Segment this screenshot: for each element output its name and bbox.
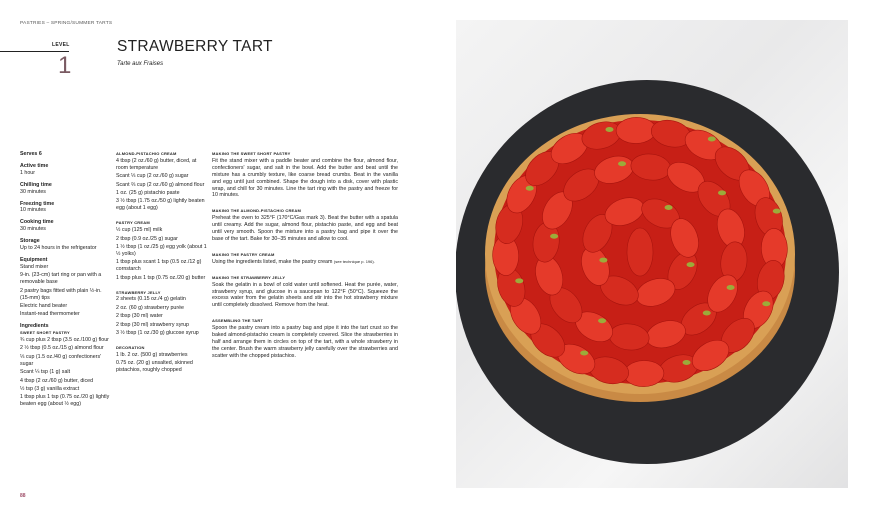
pistachio xyxy=(703,310,711,315)
info-value: 10 minutes xyxy=(20,207,46,214)
ingredient-item: 1 ½ tbsp (1 oz./25 g) egg yolk (about 1 ½ yolks) xyxy=(116,243,207,257)
info-item xyxy=(20,219,110,233)
level-label: LEVEL xyxy=(52,42,70,48)
pistachio xyxy=(773,209,781,214)
pistachio xyxy=(515,278,523,283)
info-value: 30 minutes xyxy=(20,188,46,195)
info-label: Storage xyxy=(20,238,40,245)
ingredient-group-title: PASTRY CREAM xyxy=(116,220,150,226)
info-label: Active time xyxy=(20,162,49,169)
equipment-item: Stand mixer xyxy=(20,263,49,270)
ingredient-item: 0.75 oz. (20 g) unsalted, skinned pistachios, roughly chopped xyxy=(116,360,193,374)
ingredient-item: 1 oz. (25 g) pistachio paste xyxy=(116,190,180,197)
method-step xyxy=(212,275,398,310)
ingredient-group-title: STRAWBERRY JELLY xyxy=(116,289,161,295)
info-value: Up to 24 hours in the refrigerator xyxy=(20,245,97,252)
step-text xyxy=(212,259,398,266)
ingredient-item: 3 ½ tbsp (1 oz./30 g) glucose syrup xyxy=(116,330,199,337)
pistachio xyxy=(708,136,716,141)
info-item xyxy=(20,163,110,177)
ingredient-item: 2 tbsp (0.9 oz./25 g) sugar xyxy=(116,235,178,242)
step-note: (see technique p. 196). xyxy=(333,258,375,264)
ingredients-column xyxy=(116,151,208,376)
step-title: MAKING THE SWEET SHORT PASTRY xyxy=(212,151,291,156)
page-number: 88 xyxy=(20,493,26,499)
pistachio xyxy=(687,262,695,267)
equipment-label: Equipment xyxy=(20,256,48,263)
recipe-info-column xyxy=(20,151,110,410)
method-step xyxy=(212,151,398,199)
step-body: Fit the stand mixer with a paddle beater and combine the flour, almond flour, confectioners' sugar, and salt in the bowl. Add the butter and beat until the mixture has a crumbly texture, like coarse bread crumbs. Beat in the vanilla and egg until just combined. Shape the dough into a disk, cover with plastic wrap, and chill for 30 minutes. Line the tart ring with the pastry and freeze for 10 minutes. xyxy=(212,157,398,199)
info-label: Serves 6 xyxy=(20,151,42,157)
pistachio xyxy=(605,127,613,132)
strawberry-tart-image xyxy=(456,20,848,488)
step-title: ASSEMBLING THE TART xyxy=(212,318,264,324)
ingredient-item: 1 tbsp plus 1 tsp (0.75 oz./20 g) lightly beaten egg (about ½ egg) xyxy=(20,394,110,408)
equipment-item: Electric hand beater xyxy=(20,302,68,309)
ingredient-item: Scant ⅔ cup (2 oz./60 g) almond flour xyxy=(116,181,205,188)
ingredient-item: 4 tbsp (2 oz./60 g) butter, diced xyxy=(20,377,94,384)
ingredient-item: 2 sheets (0.15 oz./4 g) gelatin xyxy=(116,296,186,303)
info-value: 1 hour xyxy=(20,169,36,176)
step-text xyxy=(212,325,398,360)
level-value: 1 xyxy=(58,52,72,79)
info-item xyxy=(20,151,110,158)
equipment-section xyxy=(20,257,110,318)
equipment-item: 2 pastry bags fitted with plain ½-in. (15-mm) tips xyxy=(20,287,102,301)
pistachio xyxy=(718,190,726,195)
step-text xyxy=(212,282,398,310)
step-title: MAKING THE STRAWBERRY JELLY xyxy=(212,274,286,280)
ingredient-item: ⅓ cup (1.5 oz./40 g) confectioners' sugar xyxy=(20,353,102,367)
pistachio xyxy=(618,161,626,166)
info-value: 30 minutes xyxy=(20,226,46,233)
ingredient-item: 2 ½ tbsp (0.5 oz./15 g) almond flour xyxy=(20,345,104,352)
step-body: Soak the gelatin in a bowl of cold water until softened. Heat the purée, water, strawberry syrup, and glucose in a saucepan to 122°F (50°C). Squeeze the excess water from the gelatin sheets and stir into the hot strawberry mixture until completely dissolved. Remove from the heat. xyxy=(212,281,398,309)
pistachio xyxy=(550,234,558,239)
tart-photo xyxy=(456,20,848,488)
ingredients-section xyxy=(20,323,110,408)
method-column xyxy=(212,151,398,369)
step-text xyxy=(212,158,398,199)
ingredient-item: ½ tsp (3 g) vanilla extract xyxy=(20,385,80,392)
pistachio xyxy=(599,258,607,263)
pistachio xyxy=(665,205,673,210)
pistachio xyxy=(526,186,534,191)
pistachio xyxy=(727,285,735,290)
strawberry-half xyxy=(627,228,653,276)
pistachio xyxy=(683,360,691,365)
ingredient-item: 4 tbsp (2 oz./60 g) butter, diced, at room temperature xyxy=(116,157,197,171)
ingredient-item: 2 tbsp (30 ml) strawberry syrup xyxy=(116,321,190,328)
ingredient-item: 2 oz. (60 g) strawberry purée xyxy=(116,304,185,311)
info-label: Cooking time xyxy=(20,219,54,226)
step-body: Preheat the oven to 325°F (170°C/Gas mark 3). Beat the butter with a spatula until creamy. Add the sugar, almond flour, pistachio paste, and egg and beat until very smooth. Spoon the mixture into a pastry bag and pipe it over the base of the tart. Bake for 30–35 minutes and allow to cool. xyxy=(212,215,398,242)
ingredient-item: 1 lb. 2 oz. (500 g) strawberries xyxy=(116,351,188,358)
method-step xyxy=(212,252,398,266)
ingredient-item: ¾ cup plus 2 tbsp (3.5 oz./100 g) flour xyxy=(20,337,109,344)
ingredient-item: 2 tbsp (30 ml) water xyxy=(116,313,163,320)
pistachio xyxy=(762,301,770,306)
ingredient-item: 1 tbsp plus 1 tsp (0.75 oz./20 g) butter xyxy=(116,274,206,281)
ingredient-group-title: DECORATION xyxy=(116,344,145,350)
info-label: Chilling time xyxy=(20,181,52,188)
info-item xyxy=(20,182,110,196)
page-subtitle: Tarte aux Fraises xyxy=(117,61,164,67)
info-item xyxy=(20,238,110,252)
step-body: Using the ingredients listed, make the pastry cream xyxy=(212,258,333,265)
method-step xyxy=(212,208,398,243)
ingredient-item: 1 tbsp plus scant 1 tsp (0.5 oz./12 g) cornstarch xyxy=(116,259,202,273)
ingredient-item: Scant ⅓ cup (2 oz./60 g) sugar xyxy=(116,173,189,180)
step-body: Spoon the pastry cream into a pastry bag and pipe it into the tart crust so the baked almond-pistachio cream is completely covered. Slice the strawberries in half and arrange them in circles on top of the tart, with a whole strawberry in the center. Brush the warm strawberry jelly carefully over the strawberries and scatter with the chopped pistachios. xyxy=(212,325,398,359)
equipment-item: 9-in. (23-cm) tart ring or pan with a removable base xyxy=(20,272,102,286)
step-text xyxy=(212,215,398,243)
pistachio xyxy=(598,318,606,323)
equipment-item: Instant-read thermometer xyxy=(20,311,80,318)
ingredient-group-title: SWEET SHORT PASTRY xyxy=(20,330,70,336)
info-item xyxy=(20,201,110,215)
pistachio xyxy=(580,351,588,356)
ingredient-group-title: ALMOND-PISTACHIO CREAM xyxy=(116,151,177,156)
ingredients-label: Ingredients xyxy=(20,323,49,330)
page-title: STRAWBERRY TART xyxy=(117,38,273,55)
breadcrumb: PASTRIES – SPRING/SUMMER TARTS xyxy=(20,21,113,26)
ingredient-item: 3 ½ tbsp (1.75 oz./50 g) lightly beaten egg (about 1 egg) xyxy=(116,198,205,212)
ingredient-item: Scant ¼ tsp (1 g) salt xyxy=(20,369,71,376)
step-title: MAKING THE ALMOND-PISTACHIO CREAM xyxy=(212,208,302,214)
method-step xyxy=(212,318,398,359)
ingredient-item: ½ cup (125 ml) milk xyxy=(116,227,163,234)
step-title: MAKING THE PASTRY CREAM xyxy=(212,251,275,257)
info-label: Freezing time xyxy=(20,200,55,207)
